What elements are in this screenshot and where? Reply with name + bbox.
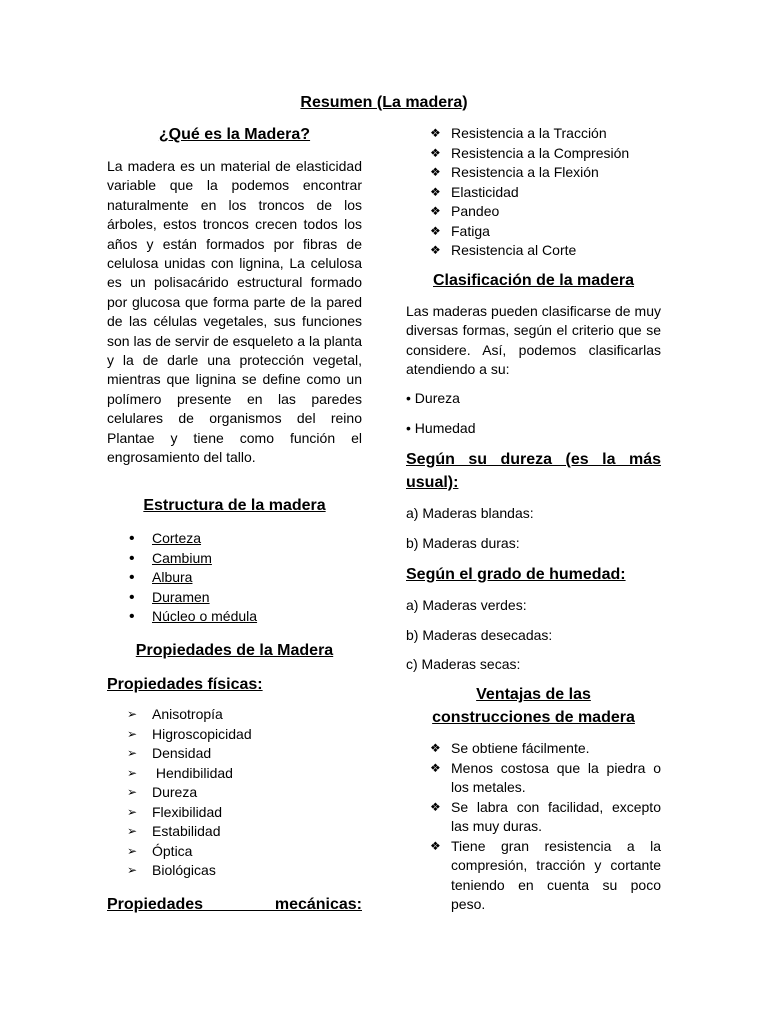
- list-item: ❖ Tiene gran resistencia a la compresión, tracción y cortante teniendo en cuenta su poco peso.: [430, 837, 661, 912]
- list-item: ❖ Fatiga: [406, 222, 661, 242]
- document-title: Resumen (La madera): [300, 94, 468, 111]
- heading-que-es: ¿Qué es la Madera?: [158, 126, 311, 143]
- list-item: ❖ Resistencia a la Compresión: [406, 144, 661, 164]
- list-item: • Albura: [129, 569, 193, 586]
- arrow-bullet-icon: ➢: [127, 863, 138, 877]
- list-propiedades-fisicas: [107, 705, 362, 881]
- list-item: ➢ Dureza: [107, 783, 362, 803]
- criterio-humedad: • Humedad: [406, 420, 476, 436]
- list-item: ➢ Higroscopicidad: [107, 725, 362, 745]
- list-propiedades-mecanicas: [406, 124, 661, 261]
- list-item: ➢ Densidad: [107, 744, 362, 764]
- list-item: • Duramen: [129, 588, 210, 606]
- diamond-bullet-icon: ❖: [430, 204, 441, 218]
- heading-clasificacion: Clasificación de la madera: [433, 272, 634, 289]
- list-estructura: [107, 529, 362, 627]
- heading-segun-humedad: Según el grado de humedad:: [406, 566, 626, 583]
- diamond-bullet-icon: ❖: [430, 741, 441, 755]
- bullet-dot-icon: •: [129, 530, 135, 547]
- dureza-item-blandas: a) Maderas blandas:: [406, 505, 534, 521]
- paragraph-que-es: La madera es un material de elasticidad variable que la podemos encontrar naturalmente en los troncos de los árboles, estos troncos crecen todos los años y están formados por fibras de celulosa unidas con lignina, La celulosa es un polisacárido estructural formado por glucosa que forma parte de la pared de las células vegetales, sus funciones son las de servir de esqueleto a la planta y la de darle una protección vegetal, mientras que lignina se define como un polímero presente en las paredes celulares de organismos del reino Plantae y tiene como función el engrosamiento del tallo.: [107, 158, 362, 466]
- dureza-item-duras: b) Maderas duras:: [406, 535, 520, 551]
- list-item: • Cambium: [129, 549, 212, 567]
- bullet-dot-icon: •: [129, 588, 135, 606]
- heading-propiedades: Propiedades de la Madera: [135, 642, 334, 659]
- list-item: ❖ Se labra con facilidad, excepto las muy duras.: [430, 798, 661, 834]
- list-item: ❖ Resistencia a la Tracción: [406, 124, 661, 144]
- heading-ventajas-line2: construcciones de madera: [432, 709, 635, 726]
- bullet-dot-icon: •: [129, 569, 135, 586]
- list-item: ➢ Anisotropía: [107, 705, 362, 725]
- heading-propiedades-fisicas: Propiedades físicas:: [107, 676, 263, 693]
- list-item: • Corteza: [129, 530, 202, 547]
- diamond-bullet-icon: ❖: [430, 126, 441, 140]
- heading-segun-dureza: Según su dureza (es la más usual):: [406, 451, 661, 491]
- humedad-item-desecadas: b) Maderas desecadas:: [406, 627, 553, 643]
- list-item: ❖ Elasticidad: [406, 183, 661, 203]
- bullet-dot-icon: •: [129, 608, 135, 625]
- list-item: ➢ Flexibilidad: [107, 803, 362, 823]
- list-item: ❖ Se obtiene fácilmente.: [406, 739, 661, 759]
- diamond-bullet-icon: ❖: [430, 838, 441, 853]
- list-item: ➢ Hendibilidad: [107, 764, 362, 784]
- list-item: • Núcleo o médula: [129, 608, 258, 625]
- list-item: ❖ Menos costosa que la piedra o los metales.: [430, 759, 661, 795]
- list-item: ➢ Estabilidad: [107, 822, 362, 842]
- diamond-bullet-icon: ❖: [430, 760, 441, 775]
- arrow-bullet-icon: ➢: [127, 785, 138, 799]
- arrow-bullet-icon: ➢: [127, 765, 138, 780]
- list-item: ❖ Resistencia al Corte: [406, 241, 661, 261]
- arrow-bullet-icon: ➢: [127, 804, 138, 819]
- paragraph-clasificacion: Las maderas pueden clasificarse de muy diversas formas, según el criterio que se considere. Así, podemos clasificarlas atendiendo a su:: [406, 303, 661, 378]
- heading-propiedades-mecanicas: Propiedades mecánicas:: [107, 896, 362, 913]
- arrow-bullet-icon: ➢: [127, 843, 138, 858]
- arrow-bullet-icon: ➢: [127, 746, 138, 760]
- arrow-bullet-icon: ➢: [127, 726, 138, 741]
- diamond-bullet-icon: ❖: [430, 184, 441, 199]
- list-ventajas: [406, 739, 661, 915]
- diamond-bullet-icon: ❖: [430, 165, 441, 179]
- list-item: ➢ Óptica: [107, 842, 362, 862]
- arrow-bullet-icon: ➢: [127, 824, 138, 838]
- diamond-bullet-icon: ❖: [430, 145, 441, 160]
- diamond-bullet-icon: ❖: [430, 799, 441, 814]
- list-item: ❖ Resistencia a la Flexión: [406, 163, 661, 183]
- diamond-bullet-icon: ❖: [430, 243, 441, 257]
- arrow-bullet-icon: ➢: [127, 707, 138, 721]
- humedad-item-verdes: a) Maderas verdes:: [406, 597, 527, 613]
- list-item: ❖ Pandeo: [406, 202, 661, 222]
- heading-estructura: Estructura de la madera: [143, 497, 326, 514]
- criterio-dureza: • Dureza: [406, 390, 460, 406]
- bullet-dot-icon: •: [129, 549, 135, 567]
- diamond-bullet-icon: ❖: [430, 223, 441, 238]
- humedad-item-secas: c) Maderas secas:: [406, 656, 521, 672]
- heading-ventajas-line1: Ventajas de las: [476, 686, 591, 703]
- list-item: ➢ Biológicas: [107, 861, 362, 881]
